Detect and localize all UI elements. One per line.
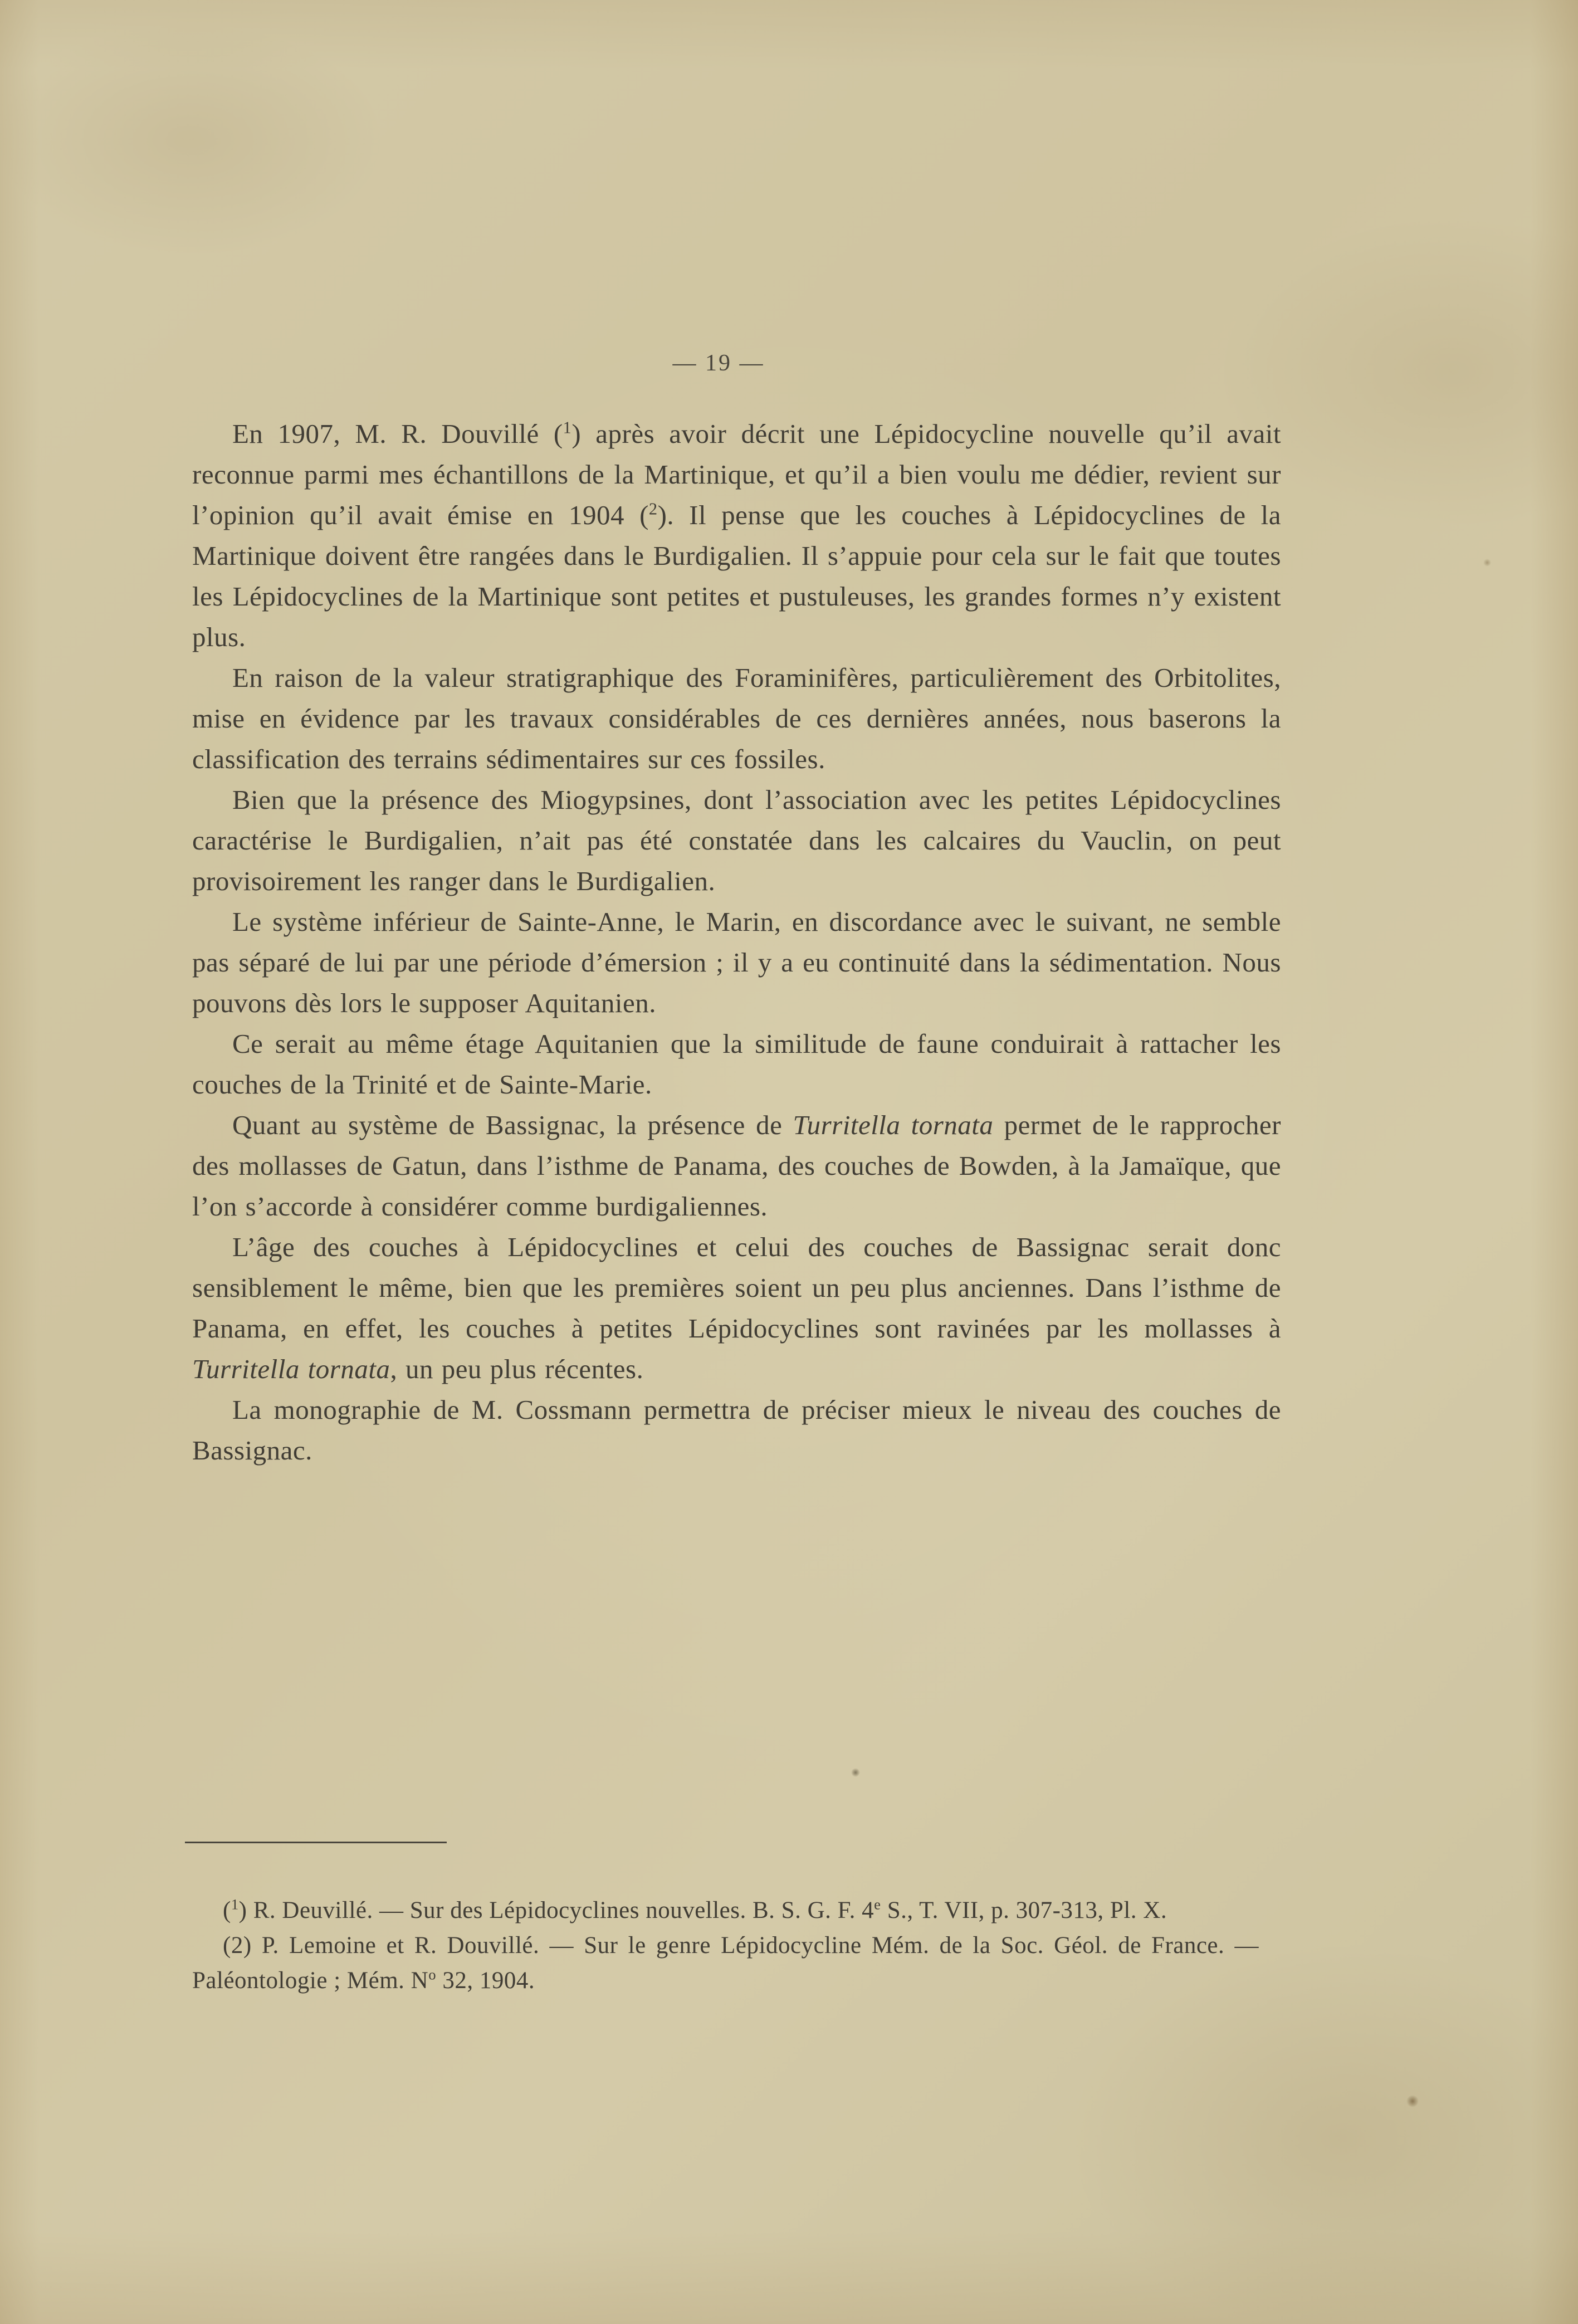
paragraph: Ce serait au même étage Aquitanien que la similitude de faune conduirait à rattacher les couches de la Trinité et de Sainte-Marie. (192, 1028, 1281, 1100)
footnote: (2) P. Lemoine et R. Douvillé. — Sur le genre Lépidocycline Mém. de la Soc. Géol. de France. — Paléontologie ; Mém. $N^o$ 32, 1904. (192, 1932, 1259, 1994)
paragraph: En 1907, M. R. Douvillé ($^1$) après avoir décrit une Lépidocycline nouvelle qu’il avait reconnue parmi mes échantillons de la Martinique, et qu’il a bien voulu me dédier, revient sur l’opinion qu’il avait émise en 1904 ($^2$). Il pense que les couches à Lépidocyclines de la Martinique doivent être rangées dans le Burdigalien. Il s’appuie pour cela sur le fait que toutes les Lépidocyclines de la Martinique sont petites et pustuleuses, les grandes formes n’y existent plus. (192, 418, 1281, 652)
footnote: ($^1$) R. Deuvillé. — Sur des Lépidocyclines nouvelles. B. S. G. F. 4e S., T. VII, p. 307-313, Pl. X. (223, 1896, 1167, 1923)
paragraph: Quant au système de Bassignac, la présence de Turritella tornata permet de le rapprocher des mollasses de Gatun, dans l’isthme de Panama, des couches de Bowden, à la Jamaïque, que l’on s’accorde à considérer comme burdigaliennes. (192, 1110, 1282, 1222)
footnotes-block (192, 1893, 1259, 1998)
page-number: — 19 — (672, 350, 765, 376)
paragraph: En raison de la valeur stratigraphique des Foraminifères, particulièrement des Orbitolites, mise en évidence par les travaux considérables de ces dernières années, nous baserons la classification des terrains sédimentaires sur ces fossiles. (192, 662, 1281, 774)
paragraph: Bien que la présence des Miogypsines, dont l’association avec les petites Lépidocyclines caractérise le Burdigalien, n’ait pas été constatée dans les calcaires du Vauclin, on peut provisoirement les ranger dans le Burdigalien. (192, 784, 1281, 896)
footnote-rule (185, 1842, 447, 1843)
text-block (192, 413, 1281, 1471)
paragraph: La monographie de M. Cossmann permettra de préciser mieux le niveau des couches de Bassignac. (192, 1394, 1281, 1466)
paragraph: L’âge des couches à Lépidocyclines et celui des couches de Bassignac serait donc sensiblement le même, bien que les premières soient un peu plus anciennes. Dans l’isthme de Panama, en effet, les couches à petites Lépidocyclines sont ravinées par les mollasses à Turritella tornata, un peu plus récentes. (192, 1232, 1281, 1384)
paragraph: Le système inférieur de Sainte-Anne, le Marin, en discordance avec le suivant, ne semble pas séparé de lui par une période d’émersion ; il y a eu continuité dans la sédimentation. Nous pouvons dès lors le supposer Aquitanien. (192, 906, 1281, 1018)
